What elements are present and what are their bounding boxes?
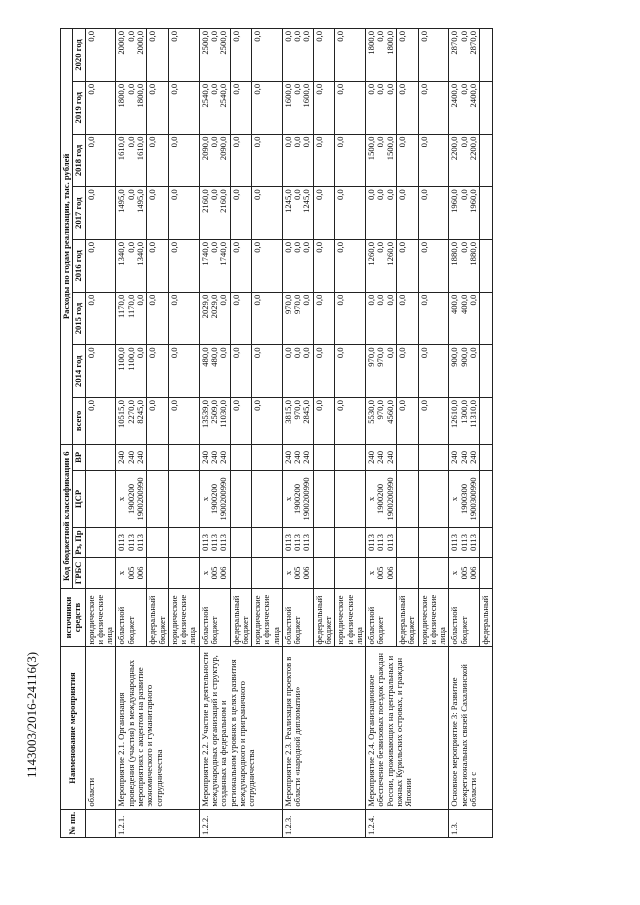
year-cell: 0,0 xyxy=(335,29,366,82)
year-cell: 0,0 xyxy=(168,29,199,82)
empty-cell xyxy=(335,527,366,557)
year-cell: 1245,0 0,0 1245,0 xyxy=(282,187,313,240)
source-cell: юридические и физические лица xyxy=(418,588,449,647)
table-row xyxy=(282,29,313,838)
total-cell: 13539,0 2509,0 11030,0 xyxy=(199,398,230,445)
col-grbs: ГРБС xyxy=(73,558,85,588)
year-cell: 0,0 0,0 0,0 xyxy=(366,81,397,134)
document-number: 1143003/2016-24116(3) xyxy=(24,651,39,778)
empty-cell xyxy=(230,444,252,470)
year-cell: 1260,0 0,0 1260,0 xyxy=(366,239,397,292)
grbs-cell: х 005 006 xyxy=(199,558,230,588)
year-cell: 0,0 xyxy=(147,345,169,398)
year-cell: 0,0 xyxy=(397,292,419,345)
empty-cell xyxy=(480,471,492,528)
empty-cell xyxy=(397,444,419,470)
measure-name: Основное мероприятие 3: Развитие межрегиональных связей Сахалинской области с xyxy=(449,647,492,809)
year-cell: 1600,0 0,0 1600,0 xyxy=(282,81,313,134)
source-cell: федеральный бюджет xyxy=(397,588,419,647)
year-cell: 0,0 xyxy=(335,292,366,345)
year-cell: 0,0 xyxy=(168,292,199,345)
total-cell: 0,0 xyxy=(335,398,366,445)
grbs-cell: х 005 006 xyxy=(116,558,147,588)
source-cell: областной бюджет xyxy=(116,588,147,647)
col-expenses-group: Расходы по годам реализации, тыс. рублей xyxy=(61,29,73,445)
col-name: Наименование мероприятия xyxy=(61,647,86,809)
table-row xyxy=(449,29,480,838)
empty-cell xyxy=(252,527,283,557)
year-cell: 0,0 xyxy=(85,81,116,134)
year-cell: 1800,0 0,0 1800,0 xyxy=(366,29,397,82)
year-cell: 0,0 xyxy=(252,187,283,240)
rzpr-cell: 0113 0113 0113 xyxy=(449,527,480,557)
empty-cell xyxy=(397,471,419,528)
total-cell: 0,0 xyxy=(85,398,116,445)
empty-cell xyxy=(335,444,366,470)
year-cell: 0,0 xyxy=(418,81,449,134)
empty-cell xyxy=(230,558,252,588)
empty-cell xyxy=(147,444,169,470)
year-cell: 0,0 xyxy=(252,345,283,398)
empty-cell xyxy=(168,527,199,557)
col-num: № пп. xyxy=(61,809,86,837)
year-cell: 0,0 xyxy=(397,187,419,240)
vr-cell: 240 240 240 xyxy=(199,444,230,470)
col-total: всего xyxy=(73,398,85,445)
grbs-cell: х 005 006 xyxy=(449,558,480,588)
empty-cell xyxy=(418,527,449,557)
empty-cell xyxy=(230,471,252,528)
source-cell: областной бюджет xyxy=(282,588,313,647)
total-cell: 12610,0 1300,0 11310,0 xyxy=(449,398,480,445)
year-cell: 0,0 xyxy=(397,29,419,82)
year-cell: 2160,0 0,0 2160,0 xyxy=(199,187,230,240)
source-cell: юридические и физические лица xyxy=(168,588,199,647)
year-cell: 1800,0 0,0 1800,0 xyxy=(116,81,147,134)
year-cell: 0,0 xyxy=(230,187,252,240)
row-number: 1.2.3. xyxy=(282,809,365,837)
empty-cell xyxy=(168,558,199,588)
measure-name: Мероприятие 2.1. Организация проведения (участия) в международных мероприятиях с акцентом на развитие экономического и гуманитарного сотрудничества xyxy=(116,647,199,809)
empty-cell xyxy=(480,134,492,187)
empty-cell xyxy=(480,345,492,398)
total-cell: 10515,0 2270,0 8245,0 xyxy=(116,398,147,445)
total-cell: 0,0 xyxy=(313,398,335,445)
year-cell: 0,0 xyxy=(230,134,252,187)
row-number: 1.2.1. xyxy=(116,809,199,837)
year-cell: 2540,0 0,0 2540,0 xyxy=(199,81,230,134)
year-cell: 0,0 0,0 0,0 xyxy=(366,292,397,345)
empty-cell xyxy=(480,444,492,470)
year-cell: 1500,0 0,0 1500,0 xyxy=(366,134,397,187)
year-cell: 0,0 0,0 0,0 xyxy=(282,239,313,292)
empty-cell xyxy=(313,471,335,528)
col-year: 2014 год xyxy=(73,345,85,398)
empty-cell xyxy=(335,558,366,588)
empty-cell xyxy=(85,444,116,470)
year-cell: 0,0 xyxy=(335,239,366,292)
col-source: источники средств xyxy=(61,588,86,647)
vr-cell: 240 240 240 xyxy=(282,444,313,470)
row-number: 1.3. xyxy=(449,809,492,837)
year-cell: 0,0 xyxy=(85,187,116,240)
source-cell: юридические и физические лица xyxy=(252,588,283,647)
source-cell: юридические и физические лица xyxy=(335,588,366,647)
year-cell: 1960,0 0,0 1960,0 xyxy=(449,187,480,240)
year-cell: 0,0 xyxy=(418,239,449,292)
year-cell: 0,0 xyxy=(418,134,449,187)
total-cell: 0,0 xyxy=(252,398,283,445)
vr-cell: 240 240 240 xyxy=(116,444,147,470)
col-year: 2018 год xyxy=(73,134,85,187)
year-cell: 0,0 xyxy=(252,29,283,82)
csr-cell: х 1900200 1900200990 xyxy=(199,471,230,528)
year-cell: 0,0 xyxy=(335,81,366,134)
year-cell: 1880,0 0,0 1880,0 xyxy=(449,239,480,292)
year-cell: 0,0 xyxy=(168,345,199,398)
year-cell: 0,0 xyxy=(313,29,335,82)
year-cell: 0,0 xyxy=(85,345,116,398)
empty-cell xyxy=(480,558,492,588)
table-body xyxy=(85,29,492,838)
year-cell: 0,0 xyxy=(230,239,252,292)
year-cell: 0,0 xyxy=(313,239,335,292)
year-cell: 0,0 xyxy=(147,292,169,345)
empty-cell xyxy=(85,558,116,588)
measure-name: области xyxy=(85,647,116,809)
col-rzpr: Рз, Пр xyxy=(73,527,85,557)
table-row xyxy=(199,29,230,838)
empty-cell xyxy=(85,471,116,528)
year-cell: 0,0 xyxy=(335,187,366,240)
row-number: 1.2.2. xyxy=(199,809,282,837)
measure-name: Мероприятие 2.3. Реализация проектов в области «народной дипломатии» xyxy=(282,647,365,809)
empty-cell xyxy=(85,527,116,557)
csr-cell: х 1900200 1900200990 xyxy=(282,471,313,528)
empty-cell xyxy=(313,527,335,557)
grbs-cell: х 005 006 xyxy=(366,558,397,588)
year-cell: 0,0 xyxy=(147,239,169,292)
empty-cell xyxy=(313,444,335,470)
year-cell: 2090,0 0,0 2090,0 xyxy=(199,134,230,187)
empty-cell xyxy=(480,29,492,82)
rzpr-cell: 0113 0113 0113 xyxy=(282,527,313,557)
empty-cell xyxy=(147,471,169,528)
year-cell: 2500,0 0,0 2500,0 xyxy=(199,29,230,82)
empty-cell xyxy=(480,527,492,557)
table-row xyxy=(85,29,116,838)
year-cell: 0,0 xyxy=(335,345,366,398)
year-cell: 970,0 970,0 0,0 xyxy=(366,345,397,398)
empty-cell xyxy=(418,444,449,470)
year-cell: 0,0 xyxy=(147,134,169,187)
year-cell: 0,0 xyxy=(85,239,116,292)
grbs-cell: х 005 006 xyxy=(282,558,313,588)
empty-cell xyxy=(397,558,419,588)
total-cell: 0,0 xyxy=(397,398,419,445)
year-cell: 0,0 xyxy=(147,81,169,134)
year-cell: 1100,0 1100,0 0,0 xyxy=(116,345,147,398)
year-cell: 0,0 xyxy=(168,81,199,134)
year-cell: 970,0 970,0 0,0 xyxy=(282,292,313,345)
source-cell: областной бюджет xyxy=(366,588,397,647)
year-cell: 1740,0 0,0 1740,0 xyxy=(199,239,230,292)
empty-cell xyxy=(480,239,492,292)
source-cell: федеральный бюджет xyxy=(313,588,335,647)
year-cell: 2400,0 0,0 2400,0 xyxy=(449,81,480,134)
col-year: 2019 год xyxy=(73,81,85,134)
year-cell: 2870,0 0,0 2870,0 xyxy=(449,29,480,82)
year-cell: 0,0 xyxy=(397,345,419,398)
year-cell: 1610,0 0,0 1610,0 xyxy=(116,134,147,187)
total-cell: 3815,0 970,0 2845,0 xyxy=(282,398,313,445)
year-cell: 480,0 480,0 0,0 xyxy=(199,345,230,398)
table-row xyxy=(116,29,147,838)
year-cell: 0,0 xyxy=(147,187,169,240)
year-cell: 0,0 xyxy=(313,292,335,345)
empty-cell xyxy=(313,558,335,588)
col-year: 2020 год xyxy=(73,29,85,82)
source-cell: федеральный бюджет xyxy=(230,588,252,647)
year-cell: 900,0 900,0 0,0 xyxy=(449,345,480,398)
col-year: 2015 год xyxy=(73,292,85,345)
source-cell: федеральный xyxy=(480,588,492,647)
year-cell: 0,0 xyxy=(85,29,116,82)
total-cell: 5530,0 970,0 4560,0 xyxy=(366,398,397,445)
year-cell: 0,0 xyxy=(147,29,169,82)
year-cell: 0,0 xyxy=(85,292,116,345)
year-cell: 0,0 xyxy=(397,81,419,134)
year-cell: 0,0 xyxy=(313,345,335,398)
row-number: 1.2.4. xyxy=(366,809,449,837)
empty-cell xyxy=(418,471,449,528)
year-cell: 0,0 xyxy=(313,134,335,187)
csr-cell: х 1900200 1900200990 xyxy=(116,471,147,528)
year-cell: 0,0 xyxy=(230,29,252,82)
total-cell: 0,0 xyxy=(230,398,252,445)
csr-cell: х 1900300 1900300990 xyxy=(449,471,480,528)
year-cell: 0,0 xyxy=(418,29,449,82)
col-year: 2017 год xyxy=(73,187,85,240)
csr-cell: х 1900200 1900200990 xyxy=(366,471,397,528)
col-csr: ЦСР xyxy=(73,471,85,528)
col-year: 2016 год xyxy=(73,239,85,292)
measure-name: Мероприятие 2.2. Участие в деятельности международных организаций и структур, созданных на федеральном и региональном уровнях в целях развития международного и приграничного сотрудничества xyxy=(199,647,282,809)
col-vr: ВР xyxy=(73,444,85,470)
year-cell: 400,0 400,0 0,0 xyxy=(449,292,480,345)
empty-cell xyxy=(230,527,252,557)
vr-cell: 240 240 240 xyxy=(366,444,397,470)
empty-cell xyxy=(252,558,283,588)
year-cell: 1170,0 1170,0 0,0 xyxy=(116,292,147,345)
year-cell: 0,0 xyxy=(252,81,283,134)
source-cell: областной бюджет xyxy=(199,588,230,647)
empty-cell xyxy=(418,558,449,588)
empty-cell xyxy=(252,444,283,470)
year-cell: 0,0 xyxy=(85,134,116,187)
vr-cell: 240 240 240 xyxy=(449,444,480,470)
year-cell: 0,0 0,0 0,0 xyxy=(282,134,313,187)
table-row xyxy=(366,29,397,838)
year-cell: 0,0 xyxy=(418,292,449,345)
source-cell: областной бюджет xyxy=(449,588,480,647)
empty-cell xyxy=(252,471,283,528)
empty-cell xyxy=(168,471,199,528)
year-cell: 0,0 xyxy=(335,134,366,187)
year-cell: 2000,0 0,0 2000,0 xyxy=(116,29,147,82)
rotated-table-page xyxy=(60,28,615,838)
year-cell: 1495,0 0,0 1495,0 xyxy=(116,187,147,240)
empty-cell xyxy=(168,444,199,470)
empty-cell xyxy=(480,187,492,240)
empty-cell xyxy=(397,527,419,557)
total-cell: 0,0 xyxy=(418,398,449,445)
year-cell: 0,0 0,0 0,0 xyxy=(366,187,397,240)
year-cell: 0,0 xyxy=(168,134,199,187)
rzpr-cell: 0113 0113 0113 xyxy=(366,527,397,557)
year-cell: 0,0 xyxy=(168,187,199,240)
year-cell: 0,0 xyxy=(168,239,199,292)
empty-cell xyxy=(335,471,366,528)
year-cell: 1340,0 0,0 1340,0 xyxy=(116,239,147,292)
total-cell: 0,0 xyxy=(147,398,169,445)
rzpr-cell: 0113 0113 0113 xyxy=(116,527,147,557)
year-cell: 0,0 xyxy=(230,81,252,134)
empty-cell xyxy=(480,81,492,134)
year-cell: 0,0 0,0 0,0 xyxy=(282,29,313,82)
year-cell: 2200,0 0,0 2200,0 xyxy=(449,134,480,187)
source-cell: юридические и физические лица xyxy=(85,588,116,647)
empty-cell xyxy=(147,558,169,588)
budget-table xyxy=(60,28,493,838)
year-cell: 0,0 xyxy=(230,292,252,345)
year-cell: 2029,0 2029,0 0,0 xyxy=(199,292,230,345)
year-cell: 0,0 xyxy=(313,187,335,240)
year-cell: 0,0 0,0 0,0 xyxy=(282,345,313,398)
empty-cell xyxy=(85,809,116,837)
year-cell: 0,0 xyxy=(230,345,252,398)
empty-cell xyxy=(480,398,492,445)
measure-name: Мероприятие 2.4. Организационное обеспечение безвизовых поездок граждан России, проживающих на центральных и южных Курильских островах, и граждан Японии xyxy=(366,647,449,809)
source-cell: федеральный бюджет xyxy=(147,588,169,647)
year-cell: 0,0 xyxy=(397,239,419,292)
total-cell: 0,0 xyxy=(168,398,199,445)
year-cell: 0,0 xyxy=(313,81,335,134)
year-cell: 0,0 xyxy=(252,239,283,292)
empty-cell xyxy=(147,527,169,557)
year-cell: 0,0 xyxy=(252,292,283,345)
year-cell: 0,0 xyxy=(397,134,419,187)
year-cell: 0,0 xyxy=(418,345,449,398)
year-cell: 0,0 xyxy=(418,187,449,240)
empty-cell xyxy=(480,292,492,345)
col-code-group: Код бюджетной классификации 6 xyxy=(61,444,73,588)
rzpr-cell: 0113 0113 0113 xyxy=(199,527,230,557)
year-cell: 0,0 xyxy=(252,134,283,187)
